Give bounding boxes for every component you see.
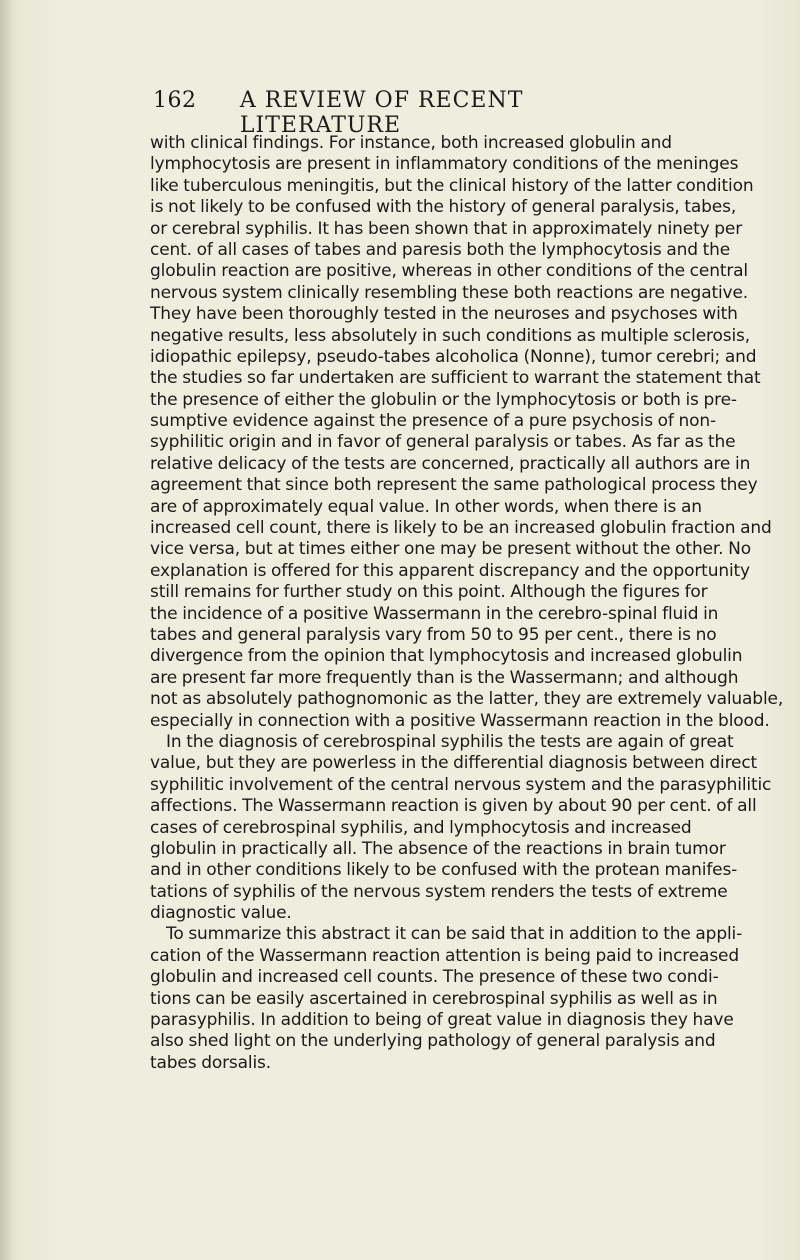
text-line: nervous system clinically resembling these both reactions are negative. <box>150 282 749 303</box>
text-line: negative results, less absolutely in such conditions as multiple sclerosis, <box>150 325 751 346</box>
text-line: sumptive evidence against the presence of a pure psychosis of non- <box>150 411 716 432</box>
text-line: especially in connection with a positive Wassermann reaction in the blood. <box>150 710 770 731</box>
page-number: 162 <box>153 88 197 113</box>
text-line: are of approximately equal value. In other words, when there is an <box>150 496 702 517</box>
body-text <box>150 133 784 1074</box>
text-line: cent. of all cases of tabes and paresis both the lymphocytosis and the <box>150 239 731 260</box>
text-line: cation of the Wassermann reaction attention is being paid to increased <box>150 945 739 966</box>
text-line: with clinical findings. For instance, both increased globulin and <box>150 133 672 153</box>
text-line: syphilitic origin and in favor of general paralysis or tabes. As far as the <box>150 432 736 453</box>
text-line: They have been thoroughly tested in the neuroses and psychoses with <box>150 304 738 325</box>
text-line: globulin reaction are positive, whereas in other conditions of the central <box>150 261 749 282</box>
text-line: relative delicacy of the tests are concerned, practically all authors are in <box>150 453 751 474</box>
text-line: vice versa, but at times either one may be present without the other. No <box>150 539 751 560</box>
text-line: To summarize this abstract it can be said that in addition to the appli- <box>166 924 743 945</box>
text-line: and in other conditions likely to be confused with the protean manifes- <box>150 860 738 881</box>
text-line: divergence from the opinion that lymphocytosis and increased globulin <box>150 646 743 667</box>
text-line: also shed light on the underlying pathology of general paralysis and <box>150 1031 716 1052</box>
text-line: still remains for further study on this point. Although the figures for <box>150 582 708 603</box>
text-line: tabes and general paralysis vary from 50 to 95 per cent., there is no <box>150 624 717 645</box>
text-line: syphilitic involvement of the central nervous system and the parasyphilitic <box>150 774 772 795</box>
text-line: not as absolutely pathognomonic as the latter, they are extremely valuable, <box>150 689 784 710</box>
text-line: cases of cerebrospinal syphilis, and lymphocytosis and increased <box>150 817 692 838</box>
text-line: agreement that since both represent the same pathological process they <box>150 475 758 496</box>
text-line: increased cell count, there is likely to be an increased globulin fraction and <box>150 518 772 539</box>
text-line: affections. The Wassermann reaction is given by about 90 per cent. of all <box>150 796 757 817</box>
running-title: A REVIEW OF RECENT LITERATURE <box>239 88 524 138</box>
text-line: diagnostic value. <box>150 903 292 924</box>
text-line: idiopathic epilepsy, pseudo-tabes alcoholica (Nonne), tumor cerebri; and <box>150 346 757 367</box>
text-line: In the diagnosis of cerebrospinal syphilis the tests are again of great <box>166 731 734 752</box>
text-line: are present far more frequently than is the Wassermann; and although <box>150 667 739 688</box>
text-line: like tuberculous meningitis, but the clinical history of the latter condition <box>150 175 754 196</box>
text-line: the studies so far undertaken are sufficient to warrant the statement that <box>150 368 761 389</box>
text-line: parasyphilis. In addition to being of great value in diagnosis they have <box>150 1010 734 1031</box>
text-line: is not likely to be confused with the history of general paralysis, tabes, <box>150 197 737 218</box>
text-line: lymphocytosis are present in inflammatory conditions of the meninges <box>150 154 739 175</box>
text-line: tations of syphilis of the nervous system renders the tests of extreme <box>150 881 728 902</box>
text-line: value, but they are powerless in the differential diagnosis between direct <box>150 753 758 774</box>
text-line: the incidence of a positive Wassermann in the cerebro-spinal fluid in <box>150 603 719 624</box>
text-line: the presence of either the globulin or the lymphocytosis or both is pre- <box>150 389 737 410</box>
text-line: or cerebral syphilis. It has been shown that in approximately ninety per <box>150 218 743 239</box>
text-line: explanation is offered for this apparent discrepancy and the opportunity <box>150 560 750 581</box>
running-head <box>153 88 677 138</box>
binding-gutter-shadow <box>0 0 14 1260</box>
text-line: tions can be easily ascertained in cerebrospinal syphilis as well as in <box>150 988 718 1009</box>
text-line: globulin in practically all. The absence of the reactions in brain tumor <box>150 838 726 859</box>
text-line: tabes dorsalis. <box>150 1052 272 1073</box>
text-line: globulin and increased cell counts. The presence of these two condi- <box>150 967 719 988</box>
